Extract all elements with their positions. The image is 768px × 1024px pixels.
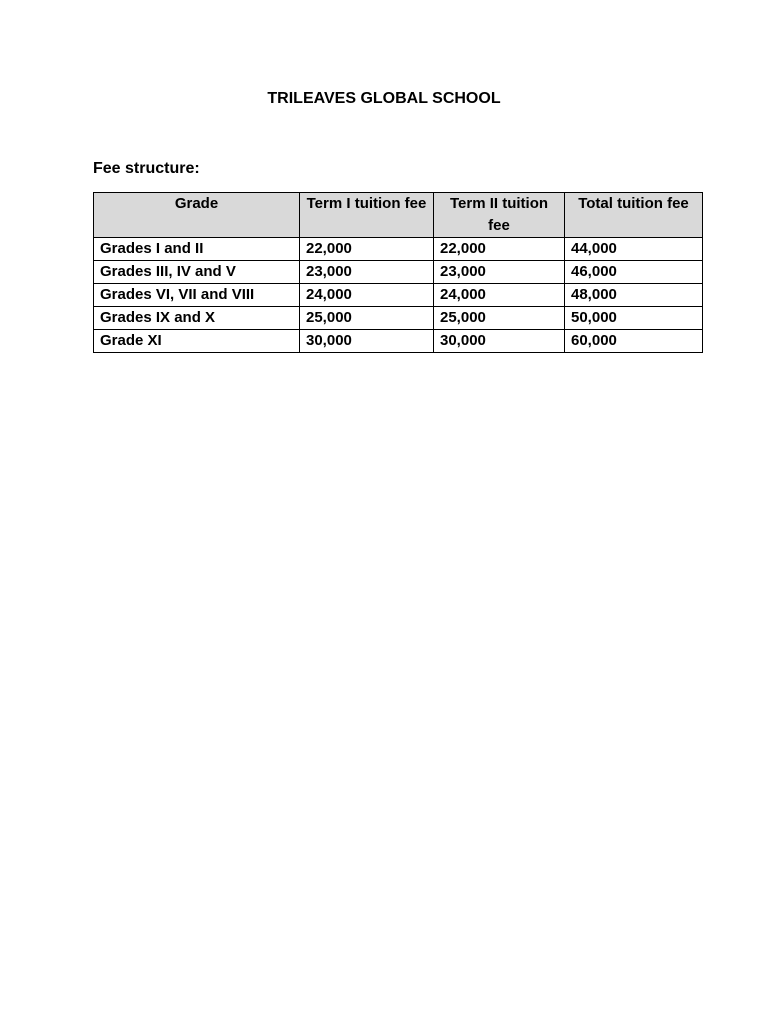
- total-fee-cell: 60,000: [565, 330, 703, 353]
- header-grade: Grade: [94, 193, 300, 238]
- term-1-fee-cell: 30,000: [300, 330, 434, 353]
- grade-cell: Grades VI, VII and VIII: [94, 284, 300, 307]
- total-fee-cell: 44,000: [565, 238, 703, 261]
- term-1-fee-cell: 25,000: [300, 307, 434, 330]
- grade-cell: Grades IX and X: [94, 307, 300, 330]
- table-row: [94, 307, 703, 330]
- page-title: TRILEAVES GLOBAL SCHOOL: [267, 90, 501, 107]
- term-2-fee-cell: 23,000: [434, 261, 565, 284]
- term-2-fee-cell: 30,000: [434, 330, 565, 353]
- table-header-row: [94, 193, 703, 238]
- term-2-fee-cell: 22,000: [434, 238, 565, 261]
- grade-cell: Grade XI: [94, 330, 300, 353]
- header-term-1-fee: Term I tuition fee: [300, 193, 434, 238]
- term-2-fee-cell: 24,000: [434, 284, 565, 307]
- table-row: [94, 330, 703, 353]
- table-row: [94, 284, 703, 307]
- grade-cell: Grades III, IV and V: [94, 261, 300, 284]
- header-term-2-fee: Term II tuition fee: [434, 193, 565, 238]
- term-1-fee-cell: 22,000: [300, 238, 434, 261]
- grade-cell: Grades I and II: [94, 238, 300, 261]
- term-1-fee-cell: 23,000: [300, 261, 434, 284]
- total-fee-cell: 48,000: [565, 284, 703, 307]
- fee-table: [93, 192, 703, 353]
- total-fee-cell: 46,000: [565, 261, 703, 284]
- fee-structure-label: Fee structure:: [93, 160, 200, 177]
- term-1-fee-cell: 24,000: [300, 284, 434, 307]
- header-total-fee: Total tuition fee: [565, 193, 703, 238]
- total-fee-cell: 50,000: [565, 307, 703, 330]
- term-2-fee-cell: 25,000: [434, 307, 565, 330]
- table-row: [94, 261, 703, 284]
- table-row: [94, 238, 703, 261]
